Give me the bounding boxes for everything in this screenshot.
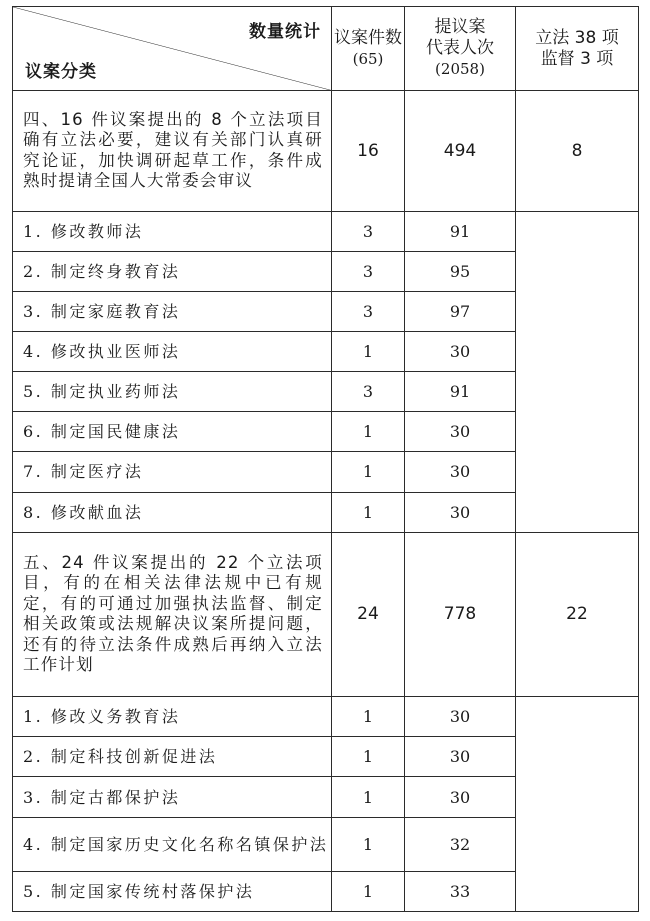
- corner-label-statistics: 数量统计: [249, 22, 321, 42]
- item-label: 3. 制定家庭教育法: [13, 291, 332, 331]
- item-deputies: 30: [405, 452, 516, 492]
- item-label: 4. 修改执业医师法: [13, 332, 332, 372]
- item-cases: 1: [332, 737, 405, 777]
- item-label: 2. 制定终身教育法: [13, 251, 332, 291]
- item-deputies: 30: [405, 332, 516, 372]
- section-description: 四、16 件议案提出的 8 个立法项目确有立法必要，建议有关部门认真研究论证，加快调研起草工作，条件成熟时提请全国人大常委会审议: [13, 91, 332, 211]
- header-supervision-count: 监督 3 项: [540, 48, 614, 69]
- empty-merged-cell: [516, 211, 639, 532]
- item-cases: 3: [332, 211, 405, 251]
- item-label: 5. 制定国家传统村落保护法: [13, 871, 332, 911]
- header-cases-label: 议案件数: [334, 27, 402, 48]
- item-label: 2. 制定科技创新促进法: [13, 737, 332, 777]
- header-row: [13, 7, 639, 91]
- section-row: [13, 91, 639, 211]
- header-deputies-label-2: 代表人次: [426, 38, 494, 59]
- section-row: [13, 532, 639, 697]
- item-deputies: 95: [405, 251, 516, 291]
- item-cases: 1: [332, 492, 405, 532]
- item-label: 5. 制定执业药师法: [13, 372, 332, 412]
- item-deputies: 91: [405, 211, 516, 251]
- item-label: 8. 修改献血法: [13, 492, 332, 532]
- section-legislation: 8: [516, 91, 639, 211]
- header-cases-total: (65): [352, 49, 384, 68]
- header-deputies: [405, 7, 516, 91]
- section-legislation: 22: [516, 532, 639, 697]
- item-cases: 1: [332, 871, 405, 911]
- item-label: 6. 制定国民健康法: [13, 412, 332, 452]
- section-deputies: 494: [405, 91, 516, 211]
- item-deputies: 33: [405, 871, 516, 911]
- section-deputies: 778: [405, 532, 516, 697]
- item-cases: 1: [332, 412, 405, 452]
- item-label: 1. 修改教师法: [13, 211, 332, 251]
- section-cases: 24: [332, 532, 405, 697]
- corner-label-category: 议案分类: [25, 62, 97, 83]
- item-deputies: 30: [405, 492, 516, 532]
- header-legislation-count: 立法 38 项: [535, 27, 619, 48]
- item-deputies: 30: [405, 777, 516, 817]
- header-deputies-total: (2058): [435, 60, 485, 79]
- item-label: 7. 制定医疗法: [13, 452, 332, 492]
- item-cases: 1: [332, 697, 405, 737]
- item-cases: 1: [332, 332, 405, 372]
- item-cases: 1: [332, 452, 405, 492]
- item-cases: 3: [332, 251, 405, 291]
- item-cases: 3: [332, 291, 405, 331]
- item-deputies: 32: [405, 817, 516, 871]
- empty-merged-cell: [516, 697, 639, 912]
- section-cases: 16: [332, 91, 405, 211]
- header-deputies-label-1: 提议案: [434, 17, 486, 38]
- item-cases: 1: [332, 817, 405, 871]
- item-label: 1. 修改义务教育法: [13, 697, 332, 737]
- legislation-proposal-table: [12, 6, 639, 912]
- table-row: [13, 697, 639, 737]
- item-deputies: 91: [405, 372, 516, 412]
- item-cases: 1: [332, 777, 405, 817]
- section-description: 五、24 件议案提出的 22 个立法项目，有的在相关法律法规中已有规定，有的可通过加强执法监督、制定相关政策或法规解决议案所提问题，还有的待立法条件成熟后再纳入立法工作计划: [13, 532, 332, 697]
- item-label: 3. 制定古都保护法: [13, 777, 332, 817]
- header-cases: [332, 7, 405, 91]
- header-corner-cell: [13, 7, 332, 91]
- table-row: [13, 211, 639, 251]
- item-cases: 3: [332, 372, 405, 412]
- item-label: 4. 制定国家历史文化名称名镇保护法: [13, 817, 332, 871]
- header-legislation: [516, 7, 639, 91]
- item-deputies: 30: [405, 697, 516, 737]
- item-deputies: 30: [405, 412, 516, 452]
- item-deputies: 97: [405, 291, 516, 331]
- item-deputies: 30: [405, 737, 516, 777]
